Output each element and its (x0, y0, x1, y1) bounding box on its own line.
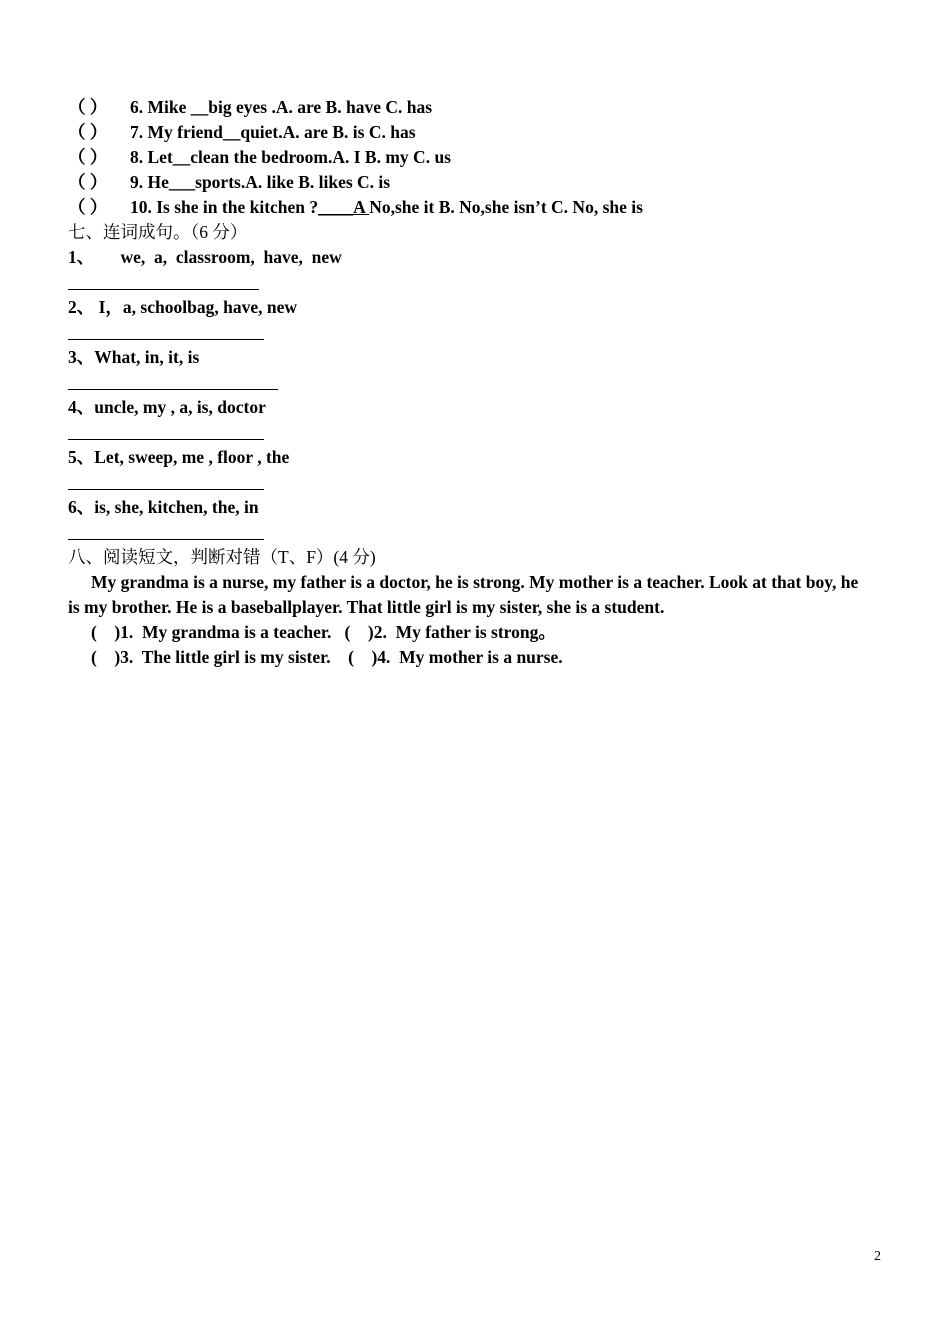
answer-line-6[interactable] (68, 520, 878, 545)
answer-line-4[interactable] (68, 420, 878, 445)
sentence-prompt-3: 3、What, in, it, is (68, 347, 200, 367)
sentence-prompt-6: 6、is, she, kitchen, the, in (68, 497, 259, 517)
page-number: 2 (874, 1249, 881, 1264)
section-7-heading: 七、连词成句。（6 分） (68, 222, 248, 242)
answer-line-1[interactable] (68, 270, 878, 295)
sentence-prompt-2: 2、 I，a, schoolbag, have, new (68, 297, 297, 317)
answer-line-5[interactable] (68, 470, 878, 495)
sentence-prompt-1: 1、 we, a, classroom, have, new (68, 247, 342, 267)
true-false-row-2[interactable]: ( )3. The little girl is my sister. ( )4. My mother is a nurse. (91, 647, 563, 667)
question-text: 10. Is she in the kitchen ? (130, 197, 319, 217)
true-false-row-1[interactable]: ( )1. My grandma is a teacher. ( )2. My father is strong。 (91, 622, 556, 642)
question-options: No,she it B. No,she isn’t C. No, she is (369, 197, 643, 217)
worksheet-page (68, 95, 878, 670)
filled-answer: ____A (318, 197, 370, 217)
question-8 (68, 145, 878, 170)
reading-passage: My grandma is a nurse, my father is a doctor, he is strong. My mother is a teacher. Look at that boy, he is my brother. He is a baseballplayer. That little girl is my sister, she is a student. (68, 572, 859, 617)
sentence-prompt-5: 5、Let, sweep, me , floor , the (68, 447, 290, 467)
answer-line-2[interactable] (68, 320, 878, 345)
question-6 (68, 95, 878, 120)
answer-paren[interactable]: （ ） (68, 97, 108, 117)
section-8-heading: 八、阅读短文，判断对错（T、F）(4 分) (68, 547, 376, 567)
sentence-prompt-4: 4、uncle, my , a, is, doctor (68, 397, 266, 417)
question-10 (68, 195, 878, 220)
question-text: 9. He___sports.A. like B. likes C. is (130, 172, 391, 192)
question-text: 6. Mike __big eyes .A. are B. have C. has (130, 97, 433, 117)
question-7 (68, 120, 878, 145)
question-9 (68, 170, 878, 195)
question-text: 7. My friend__quiet.A. are B. is C. has (130, 122, 416, 142)
answer-paren[interactable]: （ ） (68, 172, 108, 192)
answer-line-3[interactable] (68, 370, 878, 395)
question-text: 8. Let__clean the bedroom.A. I B. my C. us (130, 147, 451, 167)
answer-paren[interactable]: （ ） (68, 197, 108, 217)
answer-paren[interactable]: （ ） (68, 147, 108, 167)
answer-paren[interactable]: （ ） (68, 122, 108, 142)
